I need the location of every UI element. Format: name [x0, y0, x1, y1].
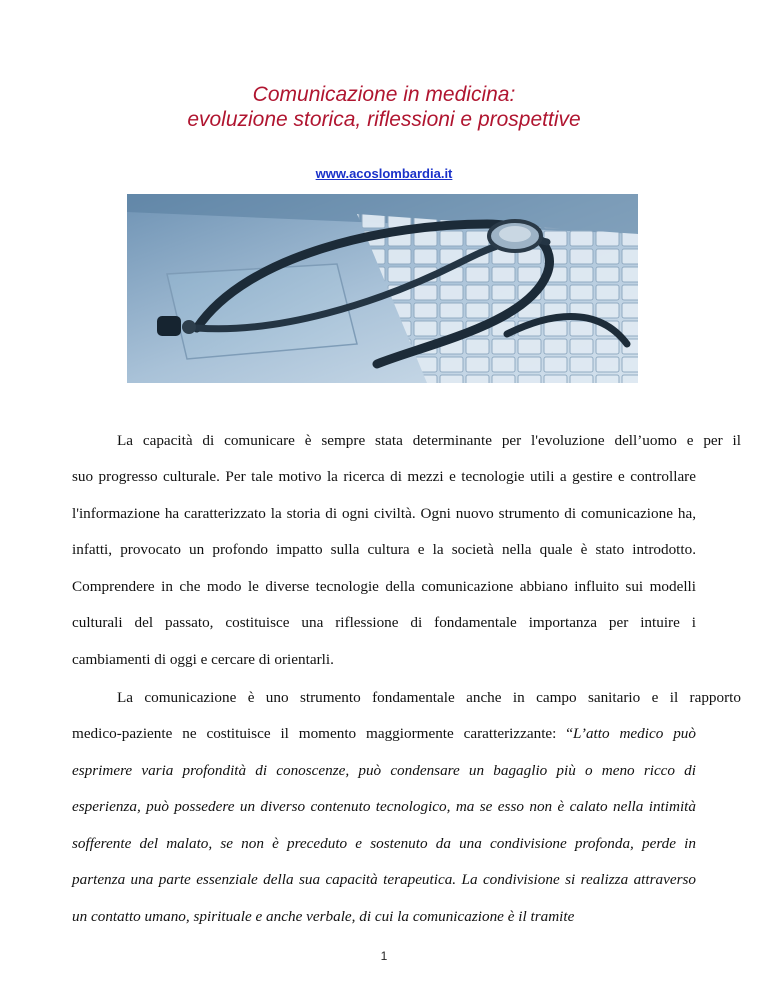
paragraph-1-line-6: culturali del passato, costituisce una riflessione di fondamentale importanza per intuire i — [72, 614, 696, 631]
quote-start: L’atto medico può — [573, 725, 696, 742]
stethoscope-keyboard-photo — [127, 194, 638, 383]
quote-line-2: esperienza, può possedere un diverso contenuto tecnologico, ma se esso non è calato nella intimità — [72, 798, 696, 815]
paragraph-2-line-2 — [72, 725, 696, 743]
paragraph-1-line-2: suo progresso culturale. Per tale motivo la ricerca di mezzi e tecnologie utili a gestire e controllare — [72, 468, 696, 485]
quote-line-5: un contatto umano, spirituale e anche verbale, di cui la comunicazione è il tramite — [72, 908, 575, 925]
paragraph-2-line-1: La comunicazione è uno strumento fondamentale anche in campo sanitario e il rapporto — [117, 689, 741, 706]
quote-line-1: esprimere varia profondità di conoscenze, può condensare un bagaglio più o meno ricco di — [72, 762, 696, 779]
website-link[interactable]: www.acoslombardia.it — [315, 166, 453, 181]
paragraph-1-line-1: La capacità di comunicare è sempre stata determinante per l'evoluzione dell’uomo e per il — [117, 432, 741, 449]
document-title-line-2: evoluzione storica, riflessioni e prospettive — [187, 108, 581, 131]
paragraph-1-line-5: Comprendere in che modo le diverse tecnologie della comunicazione abbiano influito sui modelli — [72, 578, 696, 595]
paragraph-1-line-3: l'informazione ha caratterizzato la storia di ogni civiltà. Ogni nuovo strumento di comunicazione ha, — [72, 505, 696, 522]
paragraph-1-line-4: infatti, provocato un profondo impatto sulla cultura e la società nella quale è stato introdotto. — [72, 541, 696, 558]
quote-line-4: partenza una parte essenziale della sua capacità terapeutica. La condivisione si realizza attraverso — [72, 871, 696, 888]
paragraph-1-line-7: cambiamenti di oggi e cercare di orientarli. — [72, 651, 334, 668]
page-number: 1 — [380, 949, 388, 963]
quote-line-3: sofferente del malato, se non è preceduto e sostenuto da una condivisione profonda, perde in — [72, 835, 696, 852]
paragraph-2-line-2-text: medico-paziente ne costituisce il momento maggiormente caratterizzante: “ — [72, 725, 573, 742]
document-title-line-1: Comunicazione in medicina: — [252, 83, 516, 106]
